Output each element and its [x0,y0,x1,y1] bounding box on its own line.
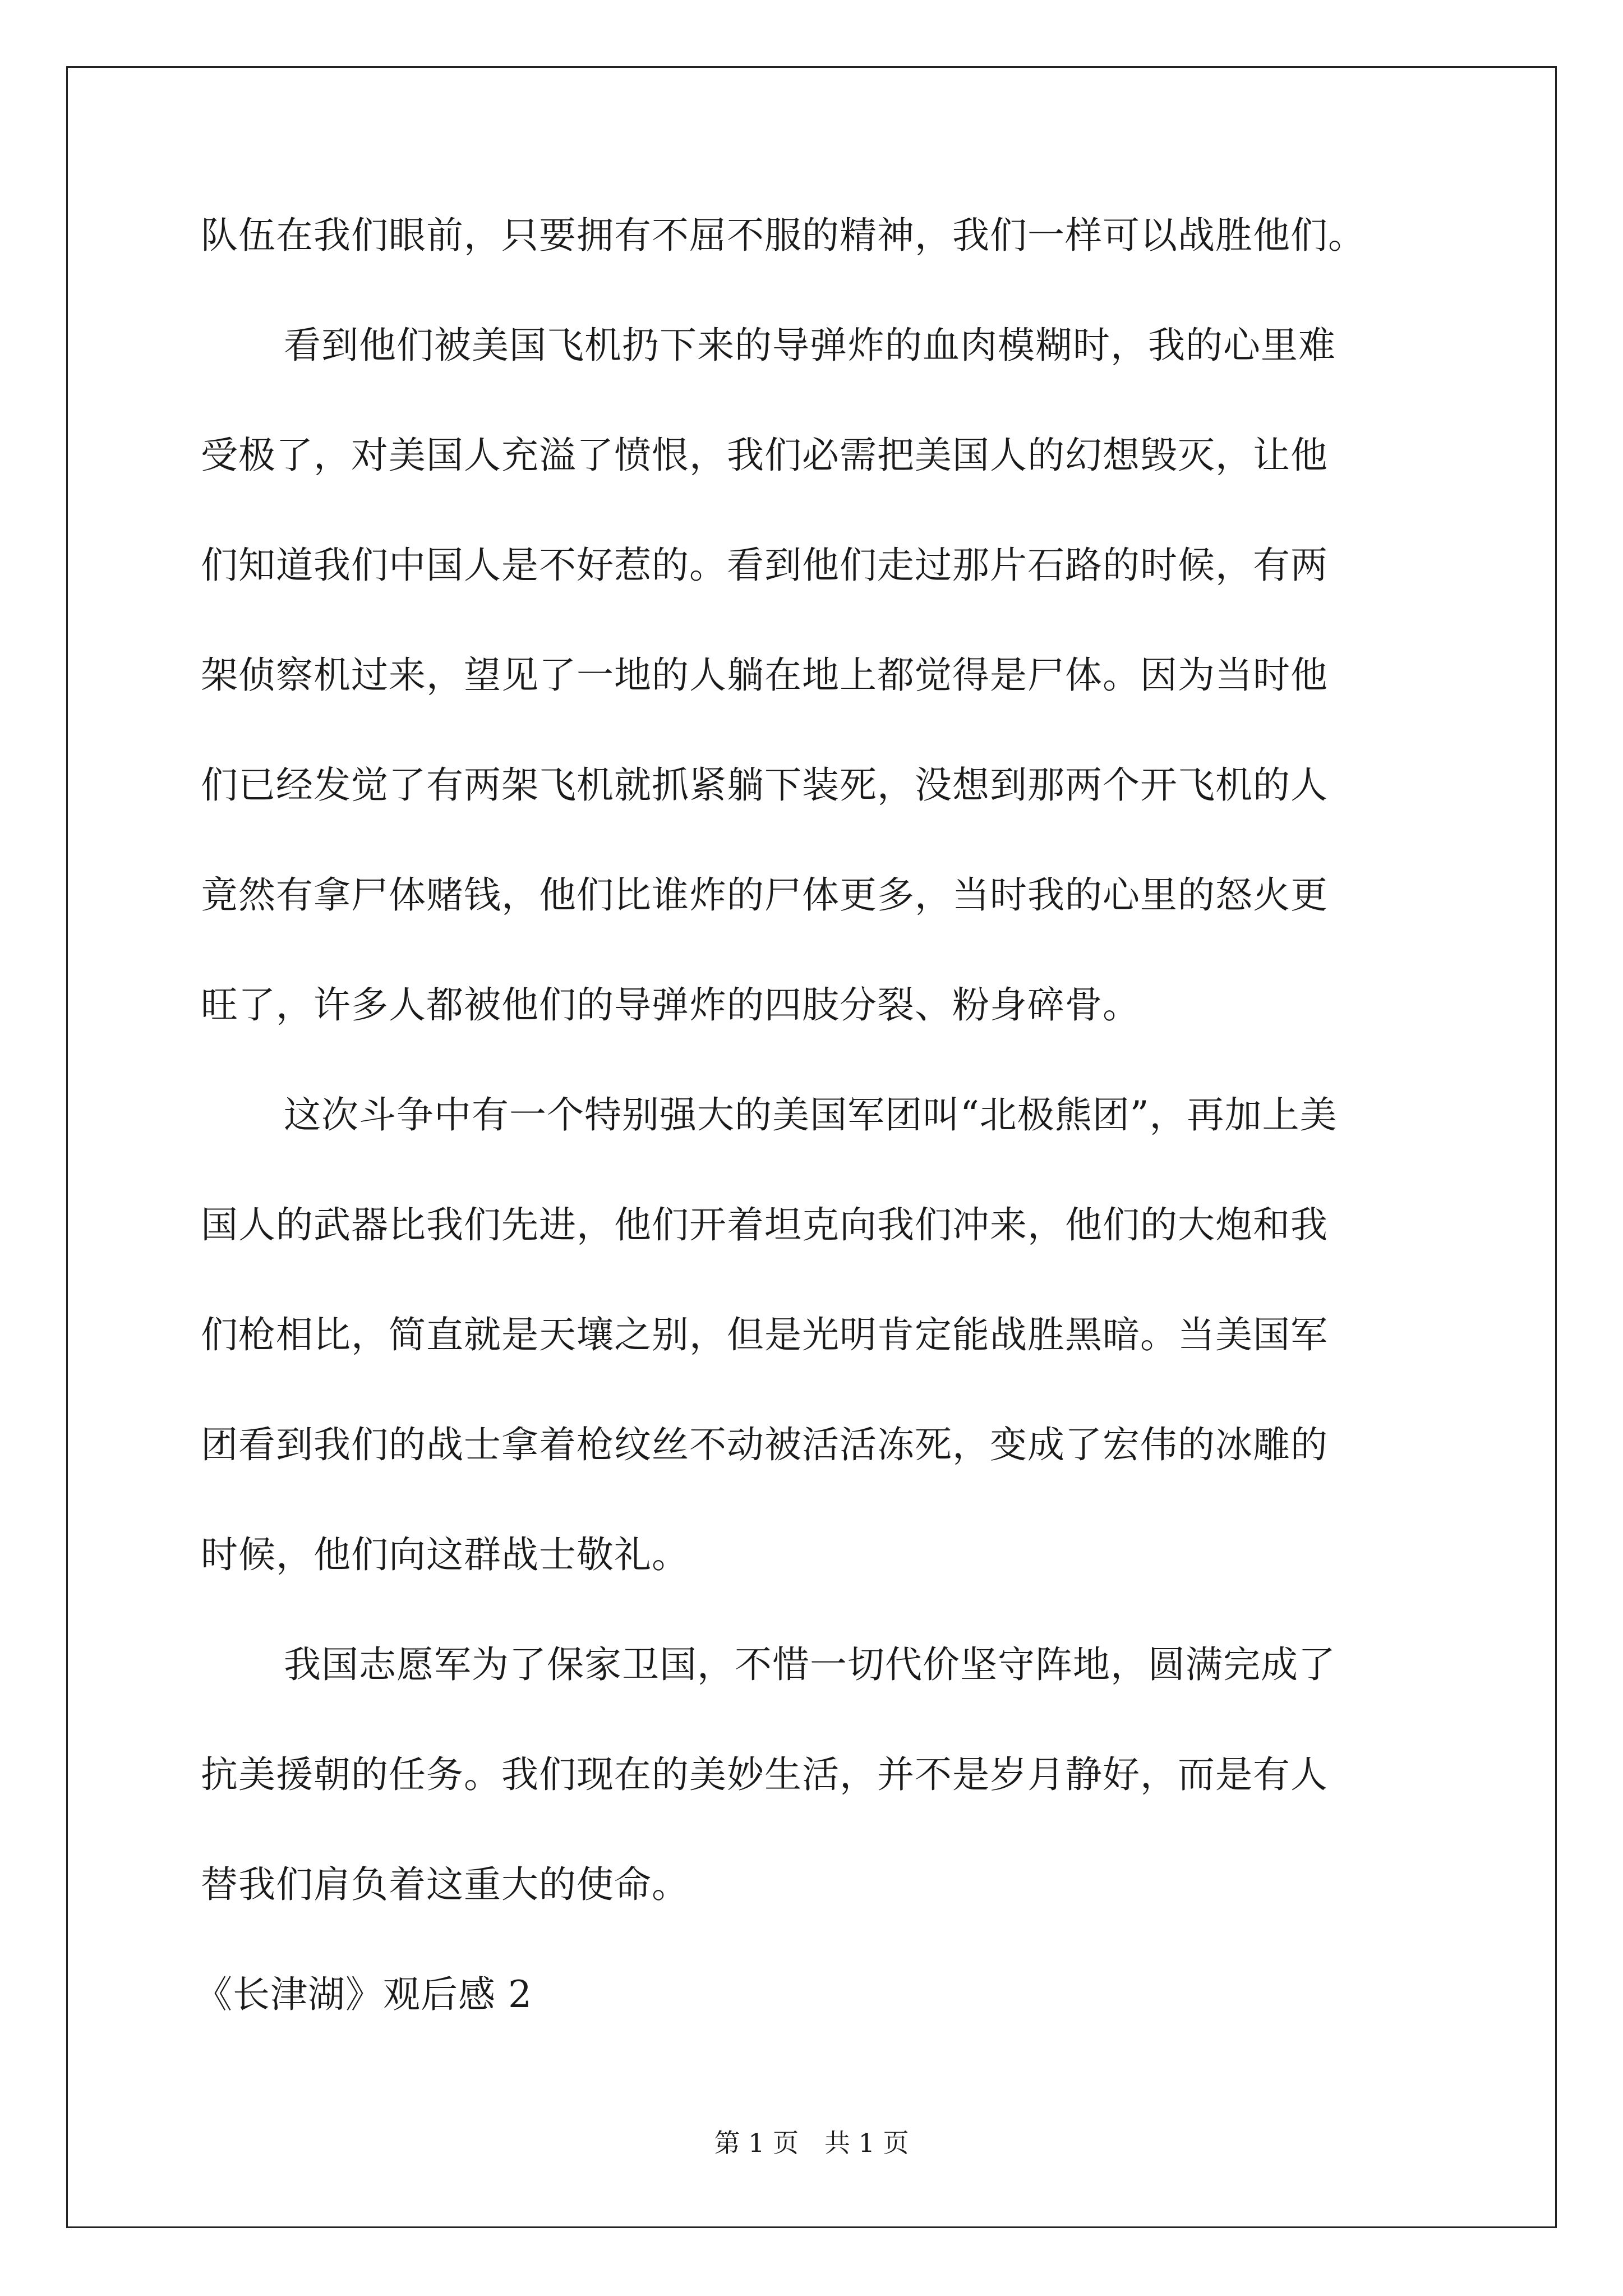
paragraph-first-line: 看到他们被美国飞机扔下来的导弹炸的血肉模糊时，我的心里难 [284,324,1336,367]
text-line: 旺了，许多人都被他们的导弹炸的四肢分裂、粉身碎骨。 [201,983,1140,1027]
text-line: 队伍在我们眼前，只要拥有不屈不服的精神，我们一样可以战胜他们。 [201,214,1366,257]
text-line: 时候，他们向这群战士敬礼。 [201,1533,689,1576]
paragraph-first-line: 我国志愿军为了保家卫国，不惜一切代价坚守阵地，圆满完成了 [284,1643,1336,1686]
page-number-footer: 第 1 页 共 1 页 [714,2128,909,2158]
text-line: 架侦察机过来，望见了一地的人躺在地上都觉得是尸体。因为当时他 [201,654,1328,697]
text-line: 们已经发觉了有两架飞机就抓紧躺下装死，没想到那两个开飞机的人 [201,763,1328,807]
text-line: 竟然有拿尸体赌钱，他们比谁炸的尸体更多，当时我的心里的怒火更 [201,873,1328,917]
document-body [195,208,1429,2077]
text-line: 受极了，对美国人充溢了愤恨，我们必需把美国人的幻想毁灭，让他 [201,434,1328,477]
text-line: 抗美援朝的任务。我们现在的美妙生活，并不是岁月静好，而是有人 [201,1753,1328,1796]
text-line: 国人的武器比我们先进，他们开着坦克向我们冲来，他们的大炮和我 [201,1203,1328,1246]
text-line: 们知道我们中国人是不好惹的。看到他们走过那片石路的时候，有两 [201,544,1328,587]
text-line: 替我们肩负着这重大的使命。 [201,1863,689,1906]
text-line: 们枪相比，简直就是天壤之别，但是光明肯定能战胜黑暗。当美国军 [201,1313,1328,1356]
text-line: 团看到我们的战士拿着枪纹丝不动被活活冻死，变成了宏伟的冰雕的 [201,1423,1328,1466]
section-heading: 《长津湖》观后感 2 [195,1973,532,2016]
paragraph-first-line: 这次斗争中有一个特别强大的美国军团叫“北极熊团”，再加上美 [284,1093,1338,1137]
